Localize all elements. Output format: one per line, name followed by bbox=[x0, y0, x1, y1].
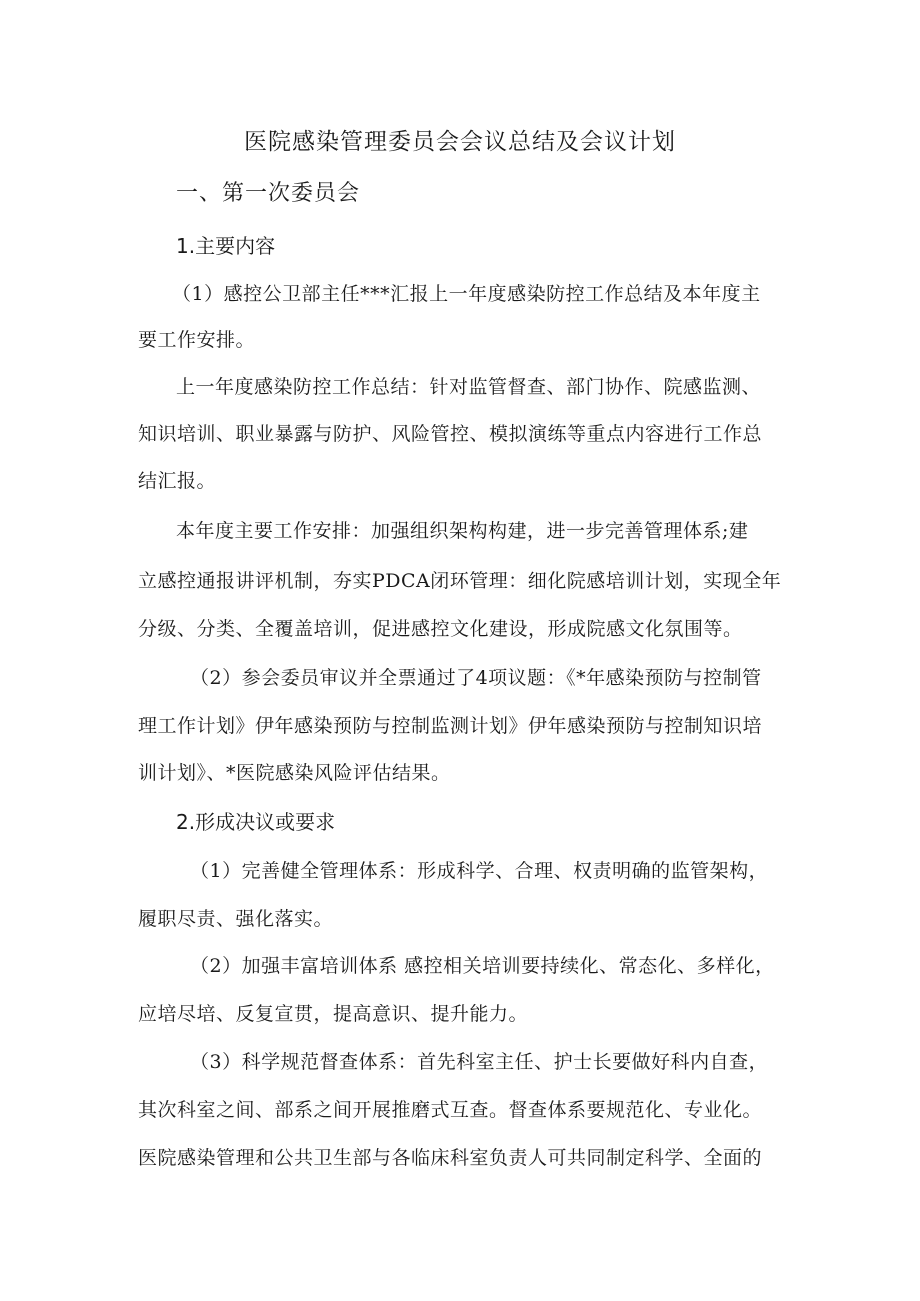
document-title: 医院感染管理委员会会议总结及会议计划 bbox=[244, 129, 676, 155]
section-heading-first-committee: 一、第一次委员会 bbox=[176, 181, 361, 206]
paragraph-line: 其次科室之间、部系之间开展推磨式互查。督查体系要规范化、专业化。 bbox=[138, 1099, 763, 1121]
paragraph-line: 要工作安排。 bbox=[138, 329, 256, 351]
paragraph-line: 上一年度感染防控工作总结：针对监管督查、部门协作、院感监测、 bbox=[176, 376, 762, 398]
paragraph-line: （3）科学规范督查体系：首先科室主任、护士长要做好科内自查， bbox=[190, 1051, 769, 1073]
paragraph-line: 履职尽责、强化落实。 bbox=[138, 908, 334, 930]
subsection-heading-resolutions: 2.形成决议或要求 bbox=[176, 810, 336, 834]
paragraph-line: 知识培训、职业暴露与防护、风险管控、模拟演练等重点内容进行工作总 bbox=[138, 423, 763, 445]
paragraph-line: 分级、分类、全覆盖培训，促进感控文化建设，形成院感文化氛围等。 bbox=[138, 618, 743, 640]
paragraph-line: 立感控通报讲评机制，夯实PDCA闭环管理：细化院感培训计划，实现全年 bbox=[138, 570, 782, 592]
paragraph-line: （1）完善健全管理体系：形成科学、合理、权责明确的监管架构， bbox=[190, 860, 769, 882]
paragraph-line: （1）感控公卫部主任***汇报上一年度感染防控工作总结及本年度主 bbox=[172, 283, 761, 305]
subsection-heading-main-content: 1.主要内容 bbox=[176, 234, 276, 258]
paragraph-line: 医院感染管理和公共卫生部与各临床科室负责人可共同制定科学、全面的 bbox=[138, 1147, 763, 1169]
paragraph-line: 本年度主要工作安排：加强组织架构构建，进一步完善管理体系;建 bbox=[176, 520, 749, 542]
paragraph-line: 结汇报。 bbox=[138, 470, 217, 492]
paragraph-line: 应培尽培、反复宣贯，提高意识、提升能力。 bbox=[138, 1003, 529, 1025]
paragraph-line: 理工作计划》伊年感染预防与控制监测计划》伊年感染预防与控制知识培 bbox=[138, 715, 763, 737]
paragraph-line: 训计划》、*医院感染风险评估结果。 bbox=[138, 762, 451, 784]
paragraph-line: （2）加强丰富培训体系 感控相关培训要持续化、常态化、多样化， bbox=[190, 955, 775, 977]
paragraph-line: （2）参会委员审议并全票通过了4项议题：《*年感染预防与控制管 bbox=[190, 667, 762, 689]
